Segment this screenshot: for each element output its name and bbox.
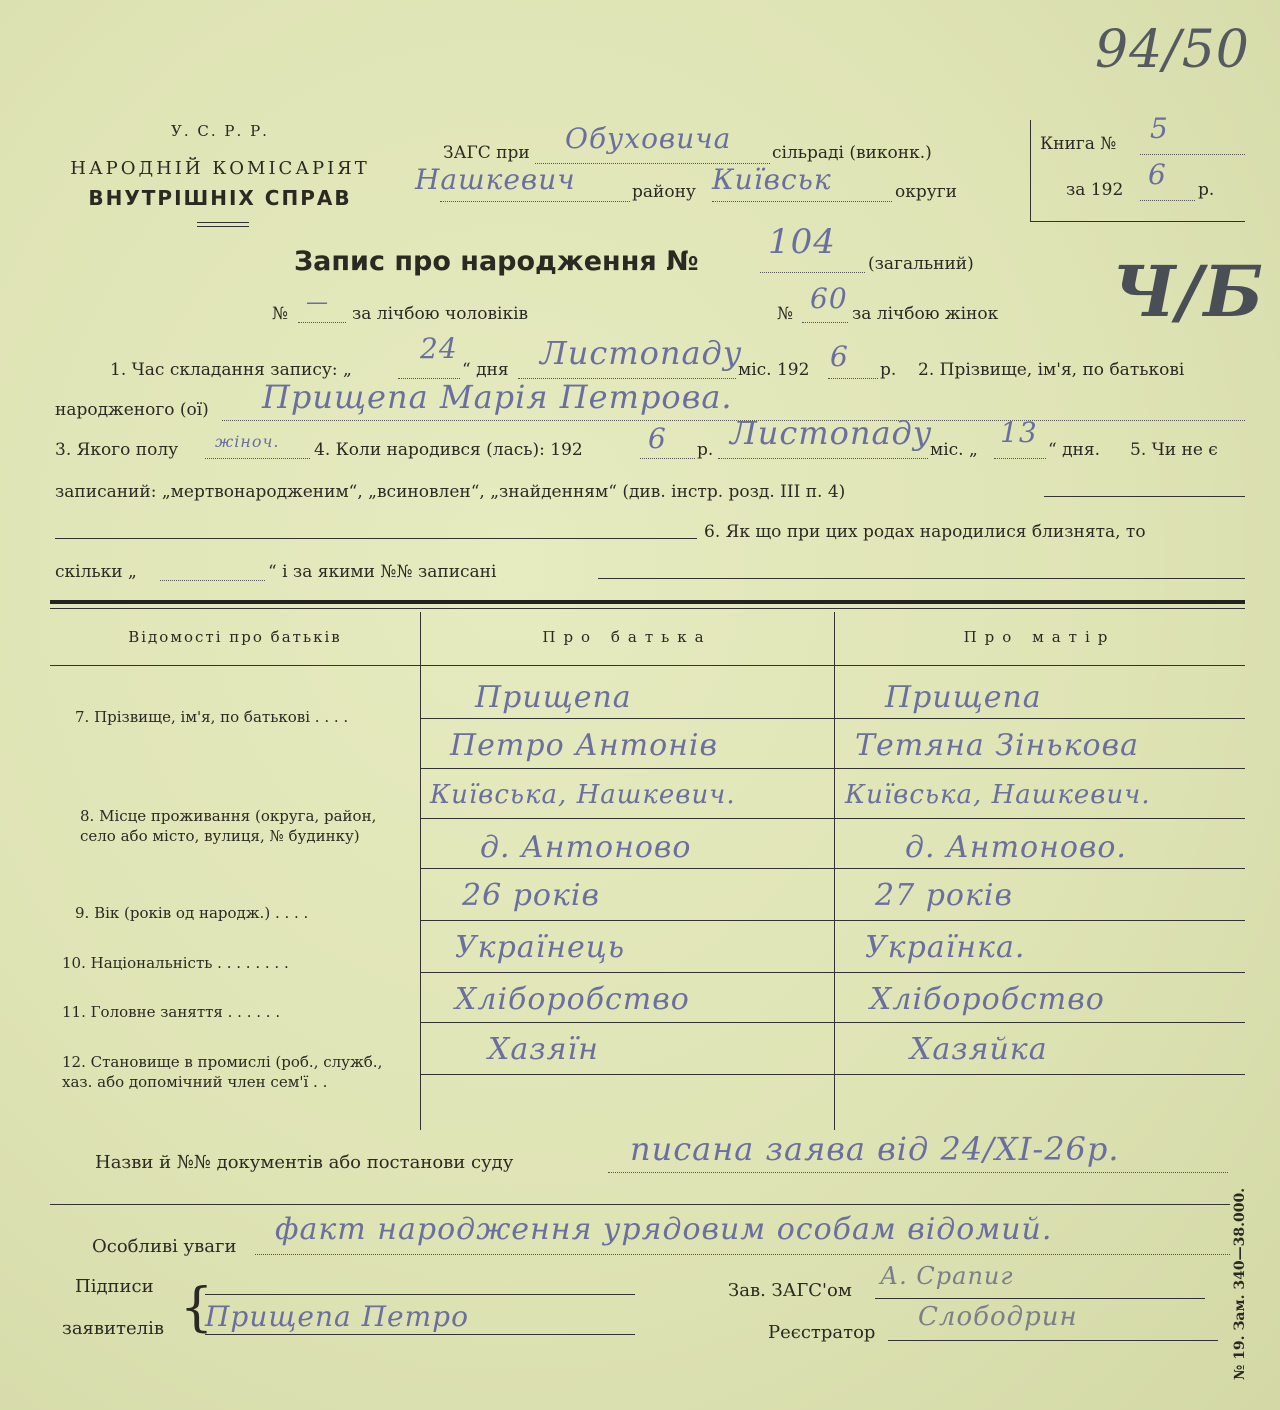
field-6-count-label: скільки „ [55,562,137,582]
mother-surname-hw: Прищепа [885,680,1042,715]
table-column-divider [834,612,835,1130]
table-top-border [50,608,1245,609]
field-4-month-hw: Листопаду [730,414,933,452]
table-row-label: 9. Вік (років од народж.) . . . . [75,904,309,922]
archive-mark-hw: Ч/Б [1112,250,1265,333]
men-count-label: за лічбою чоловіків [352,304,529,324]
field-4-day-hw: 13 [1000,416,1038,449]
table-header-info: Відомості про батьків [128,628,342,646]
field-5-text: записаний: „мертвонародженим“, „всиновлен“, „знайденням“ (див. інстр. розд. III п. 4) [55,482,846,502]
book-year-suffix: р. [1198,180,1215,200]
registrar-label: Реєстратор [768,1322,876,1343]
record-number-hw: 104 [768,222,836,262]
table-row-label: 7. Прізвище, ім'я, по батькові . . . . [75,708,349,726]
fill-line [55,538,697,539]
silradi-label: сільраді (виконк.) [772,143,932,163]
women-count-label: за лічбою жінок [852,304,999,324]
fill-line [255,1254,1230,1255]
fill-line [1140,154,1245,155]
fill-line [712,201,892,202]
table-top-border [50,600,1245,604]
field-4-label: 4. Коли народився (лась): 192 [314,440,583,460]
signatures-label: Підписи [75,1276,154,1297]
table-row-label: 8. Місце проживання (округа, район, село або місто, вулиця, № будинку) [80,807,377,845]
men-count-hw: — [306,290,329,315]
book-label: Книга № [1040,134,1117,154]
table-header-border [50,665,1245,666]
field-1-r: р. [880,360,897,380]
fill-line [994,458,1046,459]
mother-village-hw: д. Антоново. [905,830,1127,865]
father-age-hw: 26 років [462,878,600,913]
book-year-label: за 192 [1066,180,1124,200]
fill-line [802,322,848,323]
table-row-line [420,972,1245,973]
documents-label: Назви й №№ документів або постанови суду [95,1152,514,1173]
print-run-note: № 19. Зам. 340—38.000. [1232,1187,1248,1380]
table-row-line [420,1074,1245,1075]
table-row-line [420,718,1245,719]
table-row-line [420,920,1245,921]
field-1-month-hw: Листопаду [540,334,743,372]
field-3-sex-hw: жіноч. [215,432,280,451]
ussr-label: У. С. Р. Р. [171,122,269,140]
mother-status-hw: Хазяйка [910,1032,1048,1067]
father-occupation-hw: Хліборобство [455,982,690,1017]
documents-hw: писана заява від 24/XI-26р. [630,1130,1120,1168]
zags-head-label: Зав. ЗАГС'ом [728,1280,852,1301]
father-status-hw: Хазяїн [488,1032,599,1067]
zags-okrug-hw: Київськ [712,163,832,196]
fill-line [640,458,695,459]
book-number-hw: 5 [1150,112,1169,145]
field-5-label: 5. Чи не є [1130,440,1218,460]
record-title: Запис про народження № [294,246,699,277]
father-residence-hw: Київська, Нашкевич. [430,780,736,810]
table-row-line [420,818,1245,819]
born-name-hw: Прищепа Марія Петрова. [262,378,733,416]
zags-village-hw: Обуховича [565,122,732,155]
father-surname-hw: Прищепа [475,680,632,715]
fill-line [1044,496,1245,497]
internal-affairs-label: ВНУТРІШНІХ СПРАВ [88,186,352,210]
notes-hw: факт народження урядовим особам відомий. [275,1212,1053,1247]
field-3-label: 3. Якого полу [55,440,179,460]
fill-line [205,1334,635,1335]
fill-line [440,201,630,202]
brace-icon: { [180,1278,214,1338]
field-1-label: 1. Час складання запису: „ [110,360,352,380]
okrugy-label: округи [895,182,957,202]
zags-label: ЗАГС при [443,143,530,163]
father-name-hw: Петро Антонів [450,728,718,763]
commissariat-label: НАРОДНІЙ КОМІСАРІЯТ [70,158,370,179]
applicants-label: заявителів [62,1318,164,1339]
mother-occupation-hw: Хліборобство [870,982,1105,1017]
field-1-year-label: міс. 192 [738,360,810,380]
fill-line [598,578,1245,579]
father-village-hw: д. Антоново [480,830,692,865]
table-column-divider [420,612,421,1130]
field-4-mis: міс. „ [930,440,978,460]
zags-district-hw: Нашкевич [415,163,576,196]
notes-label: Особливі уваги [92,1236,237,1257]
fill-line [718,458,928,459]
field-4-year-hw: 6 [648,422,667,455]
table-header-father: Про батька [542,628,712,646]
book-year-hw: 6 [1148,158,1167,191]
rayonu-label: району [632,182,696,202]
father-nationality-hw: Українець [455,930,626,965]
record-general-label: (загальний) [868,254,974,274]
table-row-label: 11. Головне заняття . . . . . . [62,1003,281,1021]
mother-age-hw: 27 років [875,878,1013,913]
field-1-day-hw: 24 [420,332,458,365]
fill-line [760,272,865,273]
table-row-line [420,768,1245,769]
fill-line [205,1294,635,1295]
table-row-line [420,1022,1245,1023]
fill-line [298,322,346,323]
archive-number-hw: 94/50 [1095,20,1250,80]
women-count-hw: 60 [810,282,848,315]
men-no-label: № [272,304,289,324]
field-1-year-hw: 6 [830,340,849,373]
born-label: народженого (ої) [55,400,209,420]
header-divider [197,226,249,227]
field-6-label: 6. Як що при цих родах народилися близнята, то [704,522,1146,542]
table-header-mother: Про матір [963,628,1116,646]
field-6-numbers-label: “ і за якими №№ записані [268,562,497,582]
table-row-line [420,868,1245,869]
fill-line [160,580,265,581]
book-box-border [1030,221,1245,222]
field-2-label: 2. Прізвище, ім'я, по батькові [918,360,1185,380]
divider-line [50,1204,1230,1205]
mother-name-hw: Тетяна Зінькова [855,728,1139,763]
field-4-r: р. [697,440,714,460]
fill-line [608,1172,1228,1173]
fill-line [828,378,878,379]
field-4-day-label: “ дня. [1048,440,1101,460]
field-1-day-label: “ дня [462,360,509,380]
book-box-border [1030,120,1031,222]
fill-line [875,1298,1205,1299]
table-row-label: 10. Національність . . . . . . . . [62,954,289,972]
fill-line [205,458,310,459]
zags-head-signature-hw: А. Срапиг [880,1262,1014,1290]
registrar-signature-hw: Слободрин [918,1302,1078,1332]
mother-residence-hw: Київська, Нашкевич. [845,780,1151,810]
mother-nationality-hw: Українка. [865,930,1026,965]
women-no-label: № [777,304,794,324]
header-divider [197,222,249,223]
fill-line [1140,200,1195,201]
applicant-signature-hw: Прищепа Петро [205,1300,469,1333]
fill-line [888,1340,1218,1341]
table-row-label: 12. Становище в промислі (роб., служб., хаз. або допомічний член сем'ї . . [62,1053,383,1091]
